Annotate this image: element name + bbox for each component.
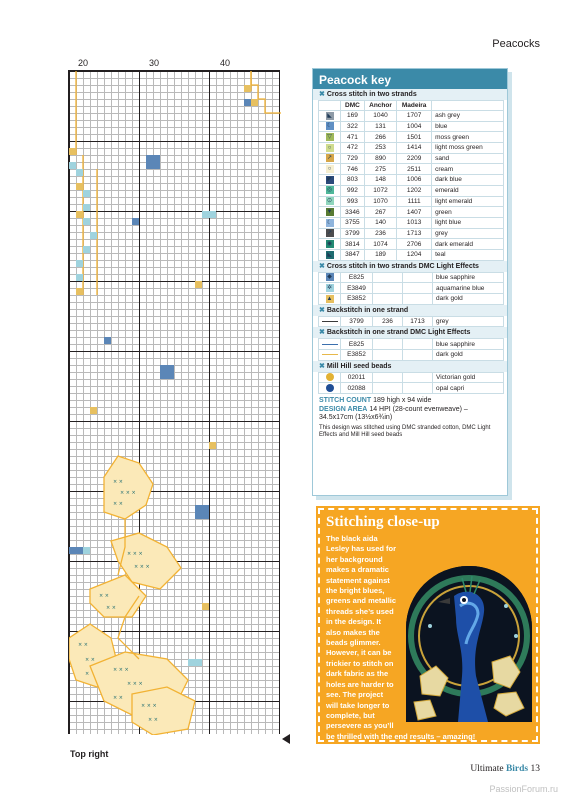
thread-symbol-icon: ◎ [326, 187, 333, 194]
key-backstitch-light-row [319, 339, 504, 350]
svg-text:× × ×: × × × [113, 667, 129, 673]
thread-symbol-icon: ☾ [326, 123, 333, 130]
chart-stitches [69, 71, 281, 735]
key-dmc: 3346 [341, 207, 365, 218]
key-color-name: dark blue [432, 175, 504, 186]
key-color-name: sand [432, 153, 504, 164]
svg-text:× ×: × × [148, 717, 158, 723]
key-dmc: 746 [341, 164, 365, 175]
key-anchor: 140 [364, 217, 396, 228]
key-col-name [432, 101, 504, 111]
key-stats [313, 394, 507, 440]
cross-icon: ✖ [319, 329, 325, 337]
key-symbol-cell [319, 249, 341, 260]
key-thread-row [319, 196, 504, 207]
key-light-name: blue sapphire [433, 272, 504, 283]
key-symbol-cell [319, 196, 341, 207]
thread-symbol-icon: ◉ [326, 240, 333, 247]
key-light-row [319, 283, 504, 294]
key-bead-row [319, 383, 504, 394]
key-anchor: 267 [364, 207, 396, 218]
key-madeira: 1407 [397, 207, 432, 218]
key-bead-code: 02088 [341, 383, 373, 394]
svg-text:× × ×: × × × [127, 681, 143, 687]
key-light-name: dark gold [433, 294, 504, 305]
key-symbol-cell [319, 143, 341, 154]
key-dmc: 992 [341, 185, 365, 196]
key-color-name: blue [432, 121, 504, 132]
key-thread-row [319, 153, 504, 164]
magazine-name: Ultimate [470, 764, 504, 774]
watermark: PassionForum.ru [489, 784, 558, 794]
key-table-backstitch-light [318, 338, 504, 360]
key-bead-name: opal capri [433, 383, 504, 394]
svg-text:×: × [85, 671, 90, 677]
key-color-name: light emerald [432, 196, 504, 207]
key-backstitch-row [319, 316, 504, 327]
key-thread-row [319, 239, 504, 250]
thread-symbol-icon: ◣ [327, 112, 332, 119]
key-symbol-cell [319, 153, 341, 164]
key-symbol-cell [319, 111, 341, 122]
key-symbol-cell [319, 121, 341, 132]
key-dmc: 169 [341, 111, 365, 122]
key-bead-row [319, 372, 504, 383]
key-thread-row [319, 121, 504, 132]
section-title: Peacocks [492, 38, 540, 50]
key-light-code: E3852 [341, 350, 373, 361]
key-backstitch-light-row [319, 350, 504, 361]
thread-symbol-icon: ▼ [326, 208, 333, 215]
column-number-30: 30 [149, 58, 160, 68]
svg-text:× × ×: × × × [127, 551, 143, 557]
key-color-name: green [432, 207, 504, 218]
stitch-count-value: 189 high x 94 wide [373, 397, 432, 405]
center-arrow-icon [282, 734, 290, 744]
cross-icon: ✖ [319, 262, 325, 270]
key-dmc: 3755 [341, 217, 365, 228]
light-thread-symbol-icon: ▲ [326, 295, 333, 302]
svg-text:× ×: × × [99, 593, 109, 599]
thread-symbol-icon: ◤ [327, 176, 332, 183]
key-bead-cell [319, 383, 341, 394]
chart-grid [68, 70, 280, 734]
key-symbol-cell [319, 175, 341, 186]
key-light-name: aquamarine blue [433, 283, 504, 294]
thread-symbol-icon: ▽ [327, 134, 332, 140]
light-thread-symbol-icon: ◆ [327, 274, 332, 281]
key-anchor: 275 [364, 164, 396, 175]
key-bead-cell [319, 372, 341, 383]
thread-symbol-icon: ⊙ [326, 198, 333, 205]
closeup-title: Stitching close-up [326, 514, 440, 530]
key-thread-row [319, 111, 504, 122]
key-line-cell [319, 350, 341, 361]
key-madeira: 1004 [397, 121, 432, 132]
stitch-count-label: STITCH COUNT [319, 397, 372, 405]
bead-icon [326, 373, 334, 381]
key-anchor: 1072 [364, 185, 396, 196]
key-dmc: 322 [341, 121, 365, 132]
key-symbol-cell [319, 132, 341, 143]
key-section-backstitch-light: ✖ Backstitch in one strand DMC Light Effects [313, 327, 507, 338]
key-madeira: 2209 [397, 153, 432, 164]
thread-symbol-icon: ↗ [326, 155, 333, 162]
key-note: This design was stitched using DMC stranded cotton, DMC Light Effects and Mill Hill seed beads [319, 424, 491, 439]
svg-text:× ×: × × [106, 605, 116, 611]
key-table-threads [318, 100, 504, 261]
key-anchor: 1040 [364, 111, 396, 122]
svg-text:× ×: × × [78, 642, 88, 648]
key-anchor: 1074 [364, 239, 396, 250]
key-madeira: 1202 [397, 185, 432, 196]
key-madeira: 1713 [403, 316, 433, 327]
key-color-name: grey [432, 228, 504, 239]
key-section-backstitch: ✖ Backstitch in one strand [313, 305, 507, 316]
key-light-code: E825 [341, 339, 373, 350]
key-title: Peacock key [313, 69, 507, 89]
key-color-name: moss green [432, 132, 504, 143]
column-number-20: 20 [78, 58, 89, 68]
key-line-cell [319, 339, 341, 350]
page-folio [470, 764, 540, 774]
key-section-cross-light: ✖ Cross stitch in two strands DMC Light Effects [313, 261, 507, 272]
key-col-madeira: Madeira [397, 101, 432, 111]
thread-symbol-icon: ☾ [326, 219, 333, 226]
key-color-name: grey [433, 316, 504, 327]
key-thread-row [319, 164, 504, 175]
key-light-name: dark gold [433, 350, 504, 361]
backstitch-line-icon [322, 354, 338, 355]
key-dmc: 803 [341, 175, 365, 186]
key-madeira: 1204 [397, 249, 432, 260]
design-area-value: 14 HPI (28-count evenweave) – 34.5x17cm (13½x6¾in) [319, 405, 468, 422]
closeup-text: The black aida Lesley has used for her background makes a dramatic statement against the bright blues, greens and metallic threads she’s used in the design. It also makes the beads glimmer. However, it can be trickier to stitch on dark fabric as the holes are harder to see. The project will take longer to complete, but persevere as you’ll be thrilled with the end results – amazing! [326, 534, 476, 741]
key-madeira: 1013 [397, 217, 432, 228]
key-anchor: 148 [364, 175, 396, 186]
key-anchor: 1070 [364, 196, 396, 207]
key-bead-name: Victorian gold [433, 372, 504, 383]
key-thread-row [319, 185, 504, 196]
backstitch-line-icon [322, 344, 338, 345]
key-color-name: dark emerald [432, 239, 504, 250]
key-symbol-cell [319, 239, 341, 250]
magazine-name-bold: Birds [505, 764, 529, 774]
key-symbol-cell [319, 185, 341, 196]
key-anchor: 131 [364, 121, 396, 132]
key-panel [312, 68, 508, 496]
key-anchor: 236 [373, 316, 403, 327]
key-light-code: E3849 [341, 283, 373, 294]
key-table-backstitch [318, 316, 504, 328]
svg-text:× × ×: × × × [141, 703, 157, 709]
key-color-name: light moss green [432, 143, 504, 154]
page-number: 13 [530, 764, 540, 774]
chart-caption: Top right [70, 749, 109, 759]
stitching-closeup-box [318, 508, 538, 742]
thread-symbol-icon: ○ [326, 144, 334, 152]
key-dmc: 472 [341, 143, 365, 154]
key-col-dmc: DMC [341, 101, 365, 111]
key-light-name: blue sapphire [433, 339, 504, 350]
cross-icon: ✖ [319, 91, 325, 98]
key-symbol-cell [319, 272, 341, 283]
key-madeira: 1111 [397, 196, 432, 207]
key-symbol-cell [319, 228, 341, 239]
key-anchor: 266 [364, 132, 396, 143]
key-madeira: 1414 [397, 143, 432, 154]
key-dmc: 3799 [341, 316, 373, 327]
key-madeira: 2706 [397, 239, 432, 250]
light-thread-symbol-icon: ✲ [326, 284, 333, 291]
key-madeira: 1501 [397, 132, 432, 143]
backstitch-line-icon [322, 321, 338, 322]
key-dmc: 3799 [341, 228, 365, 239]
key-anchor: 890 [364, 153, 396, 164]
key-symbol-cell [319, 207, 341, 218]
thread-symbol-icon: ○ [326, 165, 334, 173]
design-area-label: DESIGN AREA [319, 405, 368, 413]
svg-text:× ×: × × [113, 695, 123, 701]
cross-stitch-chart [68, 58, 290, 748]
key-color-name: teal [432, 249, 504, 260]
key-col-anchor: Anchor [364, 101, 396, 111]
key-section-cross-two: ✖ Cross stitch in two strands [313, 89, 507, 100]
key-thread-row [319, 132, 504, 143]
key-bead-code: 02011 [341, 372, 373, 383]
key-dmc: 993 [341, 196, 365, 207]
key-dmc: 471 [341, 132, 365, 143]
key-madeira: 2511 [397, 164, 432, 175]
key-dmc: 3814 [341, 239, 365, 250]
svg-text:× ×: × × [113, 479, 123, 485]
key-thread-row [319, 143, 504, 154]
svg-text:× ×: × × [113, 501, 123, 507]
key-symbol-cell [319, 283, 341, 294]
key-table-beads [318, 372, 504, 394]
key-light-row [319, 272, 504, 283]
cross-icon: ✖ [319, 362, 325, 370]
key-color-name: cream [432, 164, 504, 175]
thread-symbol-icon: ↗ [326, 230, 333, 237]
key-madeira: 1707 [397, 111, 432, 122]
key-color-name: emerald [432, 185, 504, 196]
key-color-name: light blue [432, 217, 504, 228]
key-table-light [318, 272, 504, 305]
svg-text:× × ×: × × × [120, 490, 136, 496]
thread-symbol-icon: ◣ [327, 251, 332, 258]
key-anchor: 236 [364, 228, 396, 239]
key-thread-row [319, 217, 504, 228]
cross-icon: ✖ [319, 306, 325, 314]
key-thread-row [319, 228, 504, 239]
key-light-row [319, 294, 504, 305]
key-madeira: 1006 [397, 175, 432, 186]
key-dmc: 729 [341, 153, 365, 164]
key-light-code: E825 [341, 272, 373, 283]
svg-text:× × ×: × × × [134, 564, 150, 570]
key-madeira: 1713 [397, 228, 432, 239]
svg-text:× ×: × × [85, 657, 95, 663]
key-section-beads: ✖ Mill Hill seed beads [313, 361, 507, 372]
key-thread-row [319, 175, 504, 186]
key-symbol-cell [319, 164, 341, 175]
key-dmc: 3847 [341, 249, 365, 260]
key-symbol-cell [319, 217, 341, 228]
key-anchor: 253 [364, 143, 396, 154]
key-line-cell [319, 316, 341, 327]
key-thread-row [319, 249, 504, 260]
column-number-40: 40 [220, 58, 231, 68]
bead-icon [326, 384, 334, 392]
key-symbol-cell [319, 294, 341, 305]
key-anchor: 189 [364, 249, 396, 260]
key-thread-row [319, 207, 504, 218]
key-light-code: E3852 [341, 294, 373, 305]
key-color-name: ash grey [432, 111, 504, 122]
